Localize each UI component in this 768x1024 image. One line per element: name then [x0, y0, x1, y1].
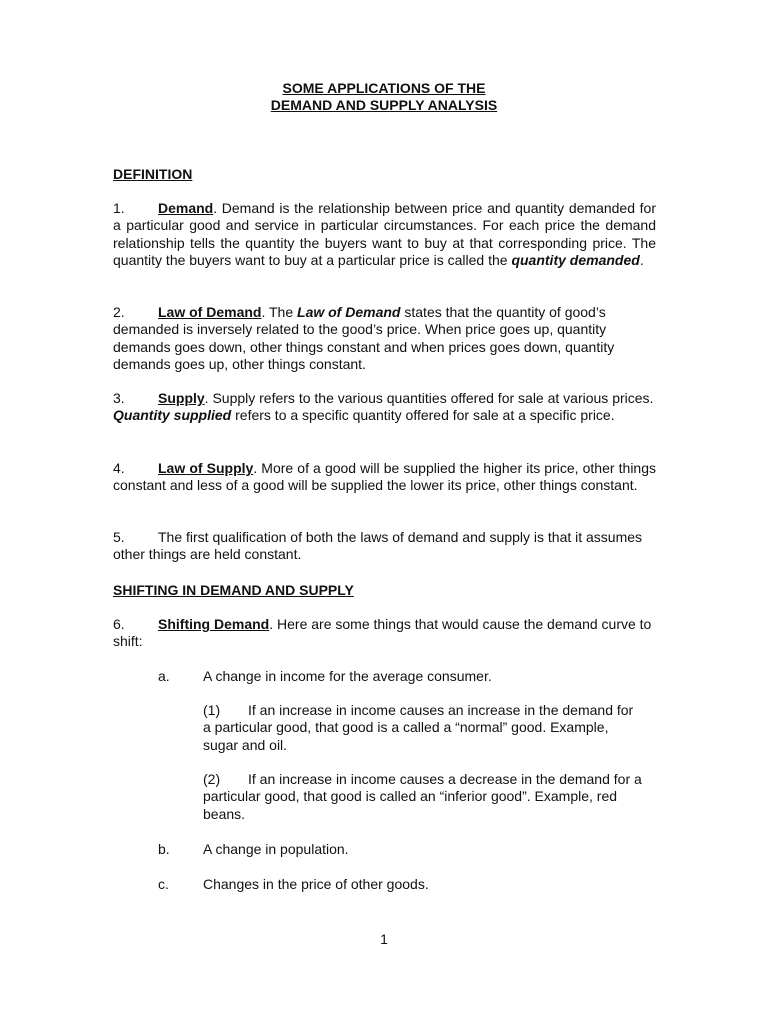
paragraph-2-text-a: . The	[261, 304, 298, 320]
term-law-of-demand: Law of Demand	[158, 304, 262, 320]
list-item-c	[158, 876, 658, 893]
shifting-heading: SHIFTING IN DEMAND AND SUPPLY	[113, 582, 354, 598]
list-item-a-2-text: If an increase in income causes a decrease in the demand for a particular good, that good is called an “inferior good”. Example, red beans.	[203, 771, 642, 822]
list-item-a	[158, 668, 658, 685]
paragraph-2	[113, 304, 656, 373]
term-quantity-supplied: Quantity supplied	[113, 407, 232, 424]
list-item-a-text: A change in income for the average consumer.	[203, 668, 492, 684]
paragraph-1-end: .	[639, 251, 644, 268]
paragraph-1-text: . Demand is the relationship between price and quantity demanded for a particular good and service in particular circumstances. For each price the demand relationship tells the quantity the buyers want to buy at that corresponding price. The quantity the buyers want to buy at a particular price is called the	[113, 200, 656, 268]
paragraph-1-number: 1.	[113, 200, 125, 216]
term-shifting-demand: Shifting Demand	[158, 616, 270, 632]
term-law-of-demand-emphasis: Law of Demand	[297, 304, 401, 320]
term-law-of-supply: Law of Supply	[158, 460, 254, 476]
paragraph-3-text-a: . Supply refers to the various quantities offered for sale at various prices.	[204, 390, 654, 406]
list-item-a-1	[203, 702, 643, 754]
paragraph-5	[113, 529, 656, 564]
list-item-b-text: A change in population.	[203, 841, 349, 857]
paragraph-3-text-b: refers to a specific quantity offered for sale at a specific price.	[231, 407, 615, 424]
term-supply: Supply	[158, 390, 205, 406]
list-item-c-text: Changes in the price of other goods.	[203, 876, 429, 892]
term-demand: Demand	[158, 200, 214, 216]
paragraph-6-number: 6.	[113, 616, 125, 632]
paragraph-5-number: 5.	[113, 529, 125, 545]
document-title-line-1: SOME APPLICATIONS OF THE	[282, 80, 486, 96]
definition-heading: DEFINITION	[113, 166, 193, 182]
paragraph-6	[113, 616, 656, 651]
paragraph-2-number: 2.	[113, 304, 125, 320]
paragraph-2-text-b: states that the quantity of good’s demanded is inversely related to the good’s price. When price goes up, quantity demands goes down, other things constant and when prices goes down, quantity demands goes up, other things constant.	[113, 304, 615, 372]
list-item-b-label: b.	[158, 841, 170, 857]
document-title-line-2: DEMAND AND SUPPLY ANALYSIS	[270, 97, 498, 113]
list-item-a-2	[203, 771, 643, 823]
list-item-c-label: c.	[158, 876, 169, 892]
page-number: 1	[380, 931, 388, 947]
term-quantity-demanded: quantity demanded	[511, 251, 640, 268]
list-item-a-1-label: (1)	[203, 702, 221, 718]
paragraph-6-text: . Here are some things that would cause the demand curve to shift:	[113, 616, 652, 650]
list-item-a-label: a.	[158, 668, 170, 684]
paragraph-1	[113, 200, 656, 269]
list-item-a-2-label: (2)	[203, 771, 221, 787]
list-item-a-1-text: If an increase in income causes an increase in the demand for a particular good, that good is a called a “normal” good. Example, sugar and oil.	[203, 702, 634, 753]
list-item-b	[158, 841, 658, 858]
paragraph-3	[113, 390, 656, 425]
paragraph-4	[113, 460, 656, 495]
paragraph-4-text: . More of a good will be supplied the higher its price, other things constant and less of a good will be supplied the lower its price, other things constant.	[113, 460, 656, 494]
paragraph-5-text: The first qualification of both the laws of demand and supply is that it assumes other things are held constant.	[113, 529, 643, 563]
paragraph-4-number: 4.	[113, 460, 125, 476]
paragraph-3-number: 3.	[113, 390, 125, 406]
